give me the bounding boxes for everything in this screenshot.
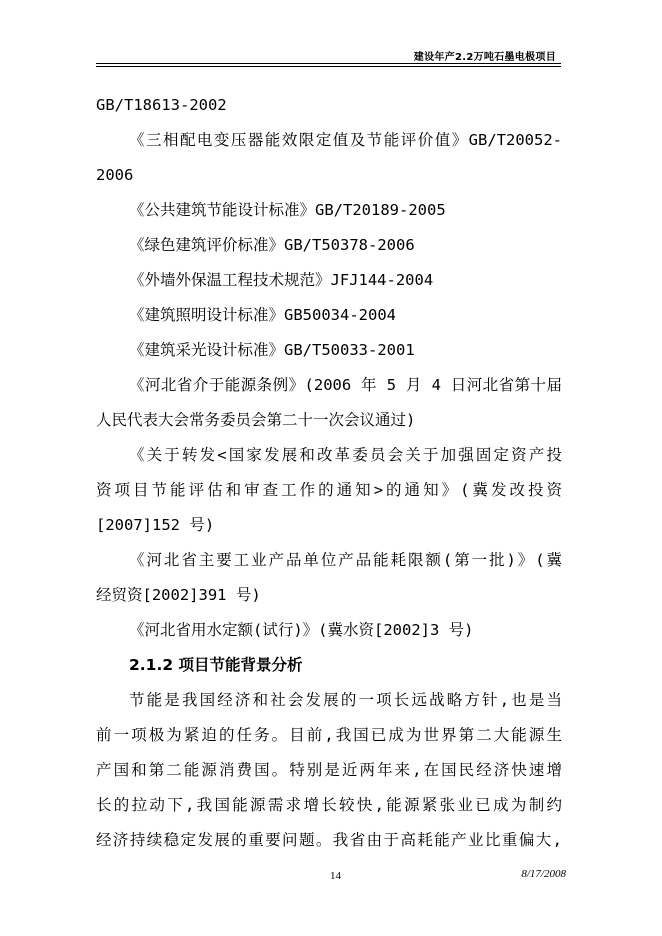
header-rule-secondary <box>96 66 561 67</box>
paragraph-line: 长的拉动下,我国能源需求增长较快,能源紧张业已成为制约 <box>96 796 562 814</box>
body-line: 人民代表大会常务委员会第二十一次会议通过) <box>96 411 416 429</box>
body-line: 2006 <box>96 166 134 184</box>
section-heading: 2.1.2 项目节能背景分析 <box>129 656 303 674</box>
body-line: 资项目节能评估和审查工作的通知>的通知》(冀发改投资 <box>96 481 562 499</box>
paragraph-line: 产国和第二能源消费国。特别是近两年来,在国民经济快速增 <box>96 761 562 779</box>
body-line: GB/T18613-2002 <box>96 96 227 114</box>
paragraph-line: 节能是我国经济和社会发展的一项长远战略方针,也是当 <box>129 691 562 709</box>
body-line: 《关于转发<国家发展和改革委员会关于加强固定资产投 <box>129 446 562 464</box>
paragraph-line: 前一项极为紧迫的任务。目前,我国已成为世界第二大能源生 <box>96 726 562 744</box>
body-line: 《建筑采光设计标准》GB/T50033-2001 <box>129 341 415 359</box>
body-line: 《河北省主要工业产品单位产品能耗限额(第一批)》(冀 <box>129 551 562 569</box>
body-line: 《三相配电变压器能效限定值及节能评价值》GB/T20052- <box>129 131 562 149</box>
document-body <box>96 88 562 858</box>
body-line: [2007]152 号) <box>96 516 215 534</box>
page-number: 14 <box>330 870 341 882</box>
page-header-title: 建设年产2.2万吨石墨电极项目 <box>413 52 556 63</box>
body-line: 《建筑照明设计标准》GB50034-2004 <box>129 306 396 324</box>
body-line: 《公共建筑节能设计标准》GB/T20189-2005 <box>129 201 446 219</box>
paragraph-line: 经济持续稳定发展的重要问题。我省由于高耗能产业比重偏大, <box>96 831 562 849</box>
body-line: 《外墙外保温工程技术规范》JFJ144-2004 <box>129 271 434 289</box>
body-line: 《绿色建筑评价标准》GB/T50378-2006 <box>129 236 415 254</box>
header-rule <box>96 63 561 64</box>
body-line: 《河北省用水定额(试行)》(冀水资[2002]3 号) <box>129 621 474 639</box>
body-line: 经贸资[2002]391 号) <box>96 586 261 604</box>
footer-date: 8/17/2008 <box>521 868 566 880</box>
body-line: 《河北省介于能源条例》(2006 年 5 月 4 日河北省第十届 <box>129 376 562 394</box>
